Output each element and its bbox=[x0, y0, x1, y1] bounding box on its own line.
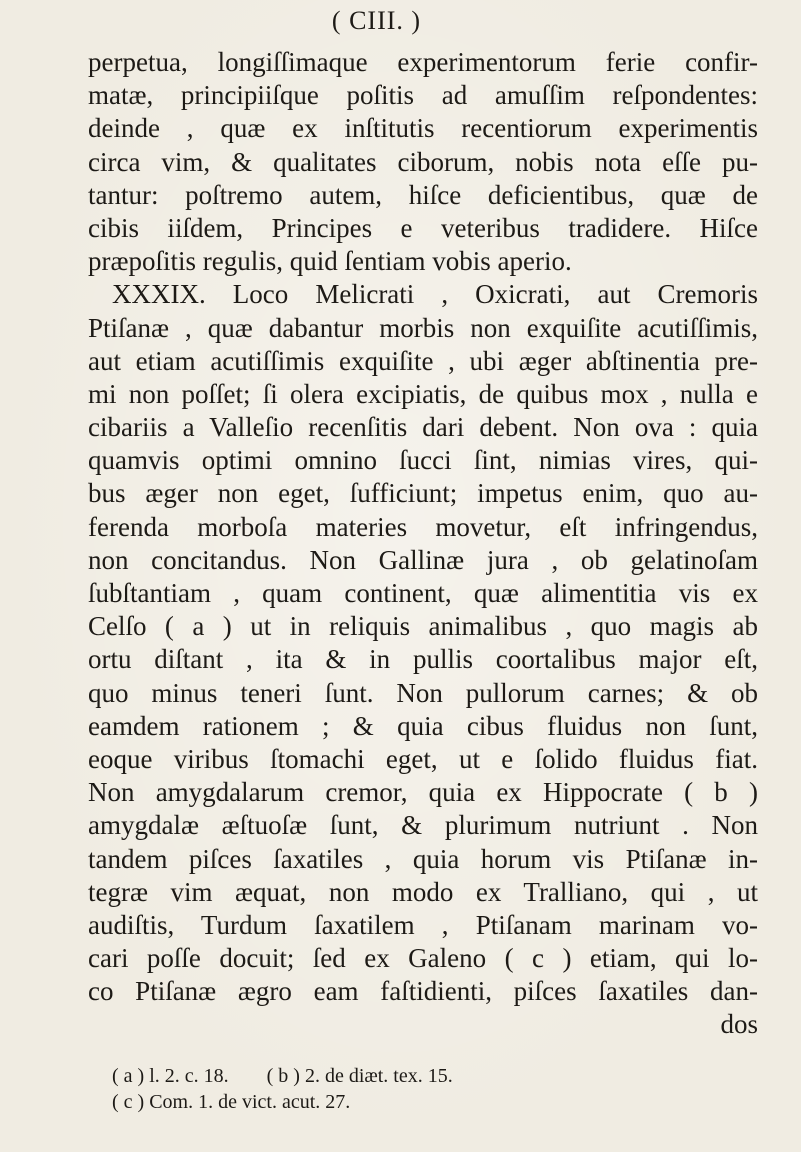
footnote-row bbox=[112, 1089, 752, 1115]
text-line: ortu diſtant , ita & in pullis coortalibus major eſt, bbox=[88, 644, 758, 675]
text-line: cibis iiſdem, Principes e veteribus tradidere. Hiſce bbox=[88, 212, 758, 243]
text-line: matæ, principiiſque poſitis ad amuſſim reſpondentes: bbox=[88, 80, 758, 111]
text-line: co Ptiſanæ ægro eam faſtidienti, piſces ſaxatiles dan- bbox=[88, 976, 758, 1007]
text-line: præpoſitis regulis, quid ſentiam vobis aperio. bbox=[88, 246, 572, 277]
text-line: deinde , quæ ex inſtitutis recentiorum experimentis bbox=[88, 113, 758, 144]
text-line: XXXIX. Loco Melicrati , Oxicrati, aut Cremoris bbox=[112, 279, 758, 310]
text-line: Celſo ( a ) ut in reliquis animalibus , quo magis ab bbox=[88, 611, 758, 642]
text-line: ferenda morboſa materies movetur, eſt infringendus, bbox=[88, 511, 758, 542]
text-line: ſubſtantiam , quam continent, quæ alimentitia vis ex bbox=[88, 578, 758, 608]
footnote-row bbox=[112, 1063, 752, 1089]
text-line: quamvis optimi omnino ſucci ſint, nimias vires, qui- bbox=[88, 445, 758, 476]
text-line: cibariis a Valleſio recenſitis dari debent. Non ova : quia bbox=[88, 412, 758, 443]
text-line: tandem piſces ſaxatiles , quia horum vis Ptiſanæ in- bbox=[88, 843, 758, 874]
text-line: tantur: poſtremo autem, hiſce deficientibus, quæ de bbox=[88, 179, 758, 210]
body-text bbox=[88, 46, 758, 1042]
footnote-b: ( b ) 2. de diæt. tex. 15. bbox=[266, 1065, 453, 1087]
text-line: eoque viribus ſtomachi eget, ut e ſolido fluidus fiat. bbox=[88, 743, 758, 774]
text-line: mi non poſſet; ſi olera excipiatis, de quibus mox , nulla e bbox=[88, 378, 758, 409]
footnote-a: ( a ) l. 2. c. 18. bbox=[112, 1065, 229, 1087]
text-line: tegræ vim æquat, non modo ex Tralliano, qui , ut bbox=[88, 876, 758, 907]
text-line: aut etiam acutiſſimis exquiſite , ubi æger abſtinentia pre- bbox=[88, 345, 758, 376]
text-line: Ptiſanæ , quæ dabantur morbis non exquiſite acutiſſimis, bbox=[88, 312, 758, 343]
page-number: ( CIII. ) bbox=[331, 6, 422, 35]
text-line: non concitandus. Non Gallinæ jura , ob gelatinoſam bbox=[88, 544, 758, 575]
text-line: amygdalæ æſtuoſæ ſunt, & plurimum nutriunt . Non bbox=[88, 810, 758, 841]
text-line: bus æger non eget, ſufficiunt; impetus enim, quo au- bbox=[88, 478, 758, 509]
page-header bbox=[0, 6, 801, 36]
text-line: circa vim, & qualitates ciborum, nobis nota eſſe pu- bbox=[88, 146, 758, 177]
text-line: eamdem rationem ; & quia cibus fluidus non ſunt, bbox=[88, 710, 758, 741]
text-line: cari poſſe docuit; ſed ex Galeno ( c ) etiam, qui lo- bbox=[88, 943, 758, 974]
text-line: quo minus teneri ſunt. Non pullorum carnes; & ob bbox=[88, 677, 758, 708]
text-line: audiſtis, Turdum ſaxatilem , Ptiſanam marinam vo- bbox=[88, 909, 758, 940]
text-line: Non amygdalarum cremor, quia ex Hippocrate ( b ) bbox=[88, 777, 758, 808]
text-line: perpetua, longiſſimaque experimentorum ferie confir- bbox=[88, 47, 758, 77]
footnotes bbox=[112, 1063, 752, 1115]
catchword: dos bbox=[720, 1009, 758, 1040]
footnote-c: ( c ) Com. 1. de vict. acut. 27. bbox=[112, 1091, 351, 1113]
